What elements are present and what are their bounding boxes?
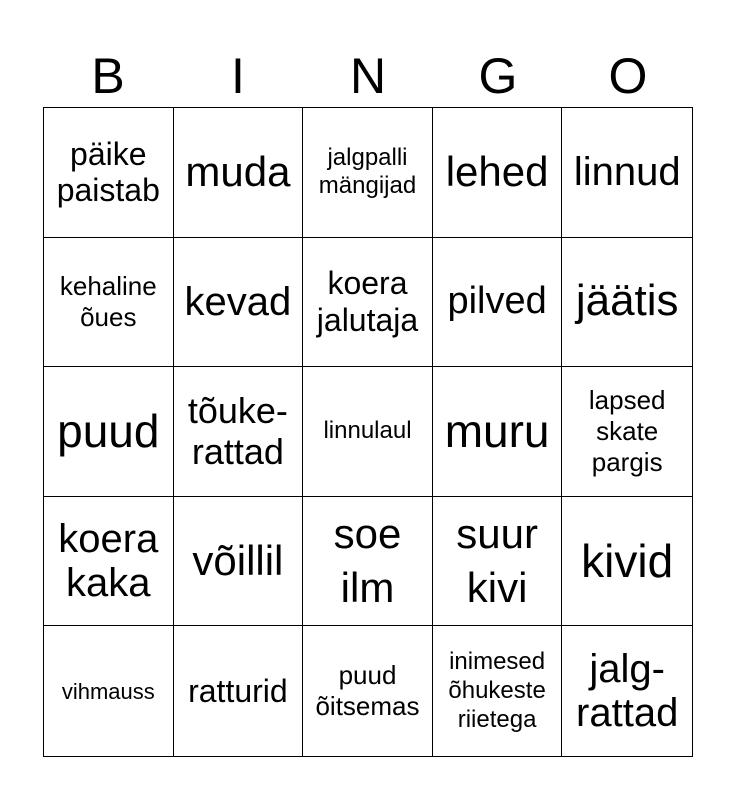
cell-text: jäätis [575,276,679,326]
cell-text: päike paistab [56,135,160,209]
cell-text: soe ilm [333,509,402,612]
cell-text: ratturid [188,672,288,709]
bingo-cell[interactable] [433,497,563,627]
cell-text: lehed [445,148,549,195]
bingo-cell[interactable] [174,238,304,368]
header-letter-b: B [91,48,125,104]
bingo-cell[interactable] [303,367,433,497]
header-letter-o: O [608,48,648,104]
cell-text: pilved [447,280,547,323]
cell-text: kehaline õues [59,270,157,332]
cell-text: tõuke- rattad [187,390,288,473]
cell-text: jalgpalli mängijad [318,143,417,200]
cell-text: jalg- rattad [576,647,679,736]
bingo-cell[interactable] [303,497,433,627]
bingo-cell[interactable] [174,108,304,238]
header-letter-n: N [349,48,387,104]
bingo-cell[interactable] [44,497,174,627]
cell-text: puud [57,404,160,457]
bingo-cell[interactable] [174,367,304,497]
cell-text: koera kaka [58,517,159,606]
cell-text: suur kivi [456,509,538,612]
cell-text: võillil [192,536,284,584]
cell-text: vihmauss [61,678,155,704]
bingo-cell[interactable] [562,367,692,497]
bingo-cell[interactable] [433,108,563,238]
bingo-cell[interactable] [303,626,433,756]
bingo-cell[interactable] [303,238,433,368]
bingo-cell[interactable] [433,367,563,497]
cell-text: inimesed õhukeste riietega [448,648,546,733]
bingo-cell[interactable] [562,497,692,627]
header-letter-i: I [231,48,245,104]
bingo-header [43,46,693,106]
cell-text: linnulaul [323,417,412,445]
bingo-cell[interactable] [433,626,563,756]
bingo-cell[interactable] [174,626,304,756]
cell-text: linnud [573,150,681,195]
bingo-cell[interactable] [44,108,174,238]
bingo-cell[interactable] [303,108,433,238]
bingo-cell[interactable] [562,108,692,238]
cell-text: muda [185,148,291,195]
cell-text: kivid [581,534,674,587]
bingo-cell[interactable] [562,238,692,368]
bingo-cell[interactable] [44,626,174,756]
bingo-cell[interactable] [562,626,692,756]
cell-text: koera jalutaja [316,265,419,338]
cell-text: lapsed skate pargis [588,384,666,478]
cell-text: muru [444,404,550,457]
bingo-cell[interactable] [44,367,174,497]
cell-text: kevad [184,279,292,324]
bingo-cell[interactable] [433,238,563,368]
header-letter-g: G [478,48,518,104]
bingo-card [43,107,693,757]
bingo-cell[interactable] [44,238,174,368]
cell-text: puud õitsemas [315,660,420,722]
bingo-cell[interactable] [174,497,304,627]
